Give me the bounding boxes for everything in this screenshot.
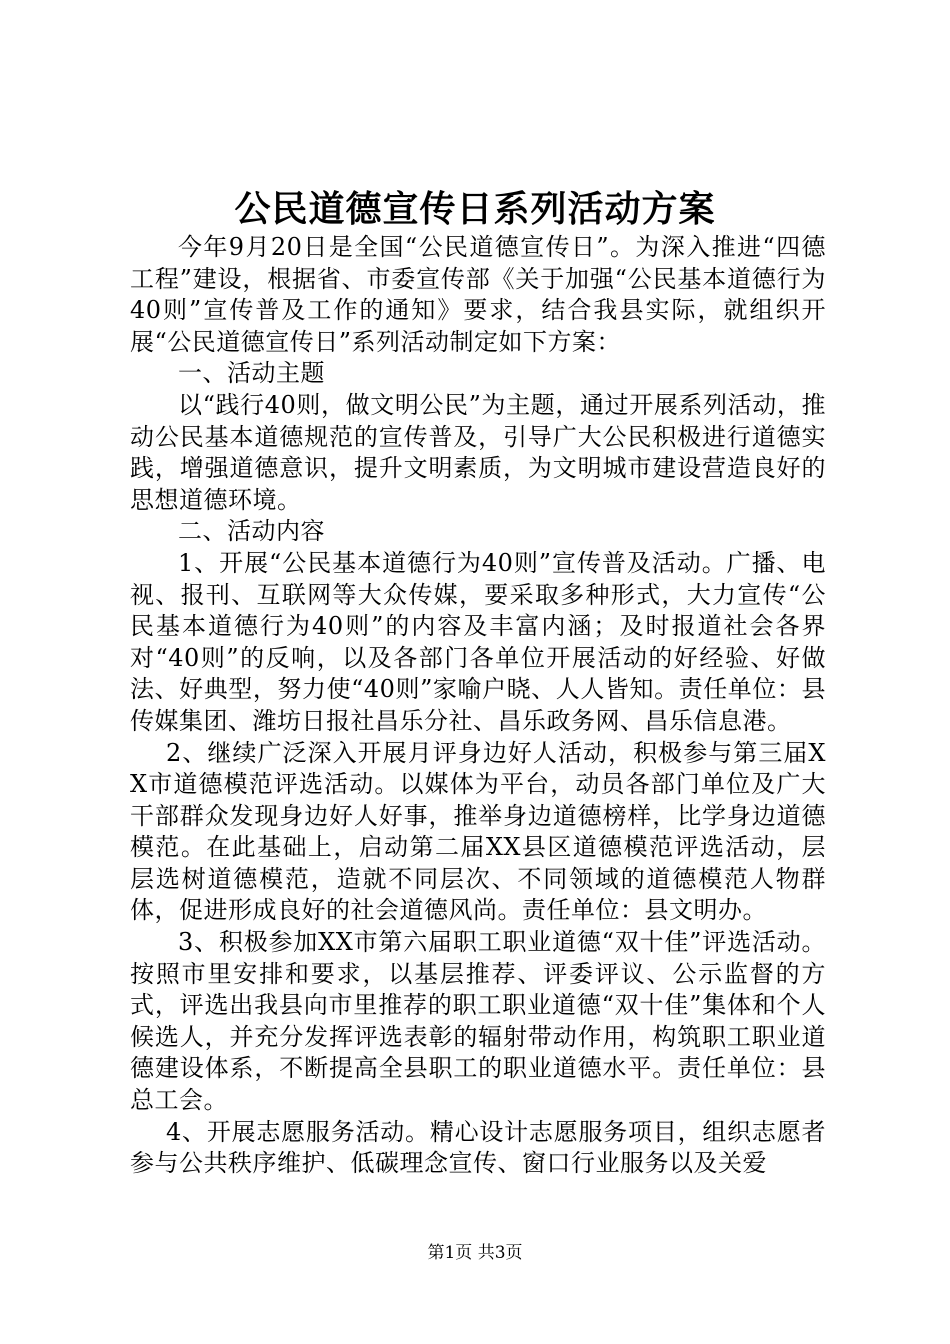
section-heading-content: 二、活动内容 [178, 517, 325, 546]
content-item-3: 3、积极参加XX市第六届职工职业道德“双十佳”评选活动。按照市里安排和要求，以基层推荐、评委评议、公示监督的方式，评选出我县向市里推荐的职工职业道德“双十佳”集体和个人候选人，并充分发挥评选表彰的辐射带动作用，构筑职工职业道德建设体系，不断提高全县职工的职业道德水平。责任单位：县总工会。 [130, 928, 826, 1115]
document-body [130, 232, 826, 1180]
content-item-1: 1、开展“公民基本道德行为40则”宣传普及活动。广播、电视、报刊、互联网等大众传媒，要采取多种形式，大力宣传“公民基本道德行为40则”的内容及丰富内涵；及时报道社会各界对“40则”的反响，以及各部门各单位开展活动的好经验、好做法、好典型，努力使“40则”家喻户晓、人人皆知。责任单位：县传媒集团、潍坊日报社昌乐分社、昌乐政务网、昌乐信息港。 [130, 548, 826, 735]
section-heading-theme: 一、活动主题 [178, 359, 325, 388]
content-item-4: 4、开展志愿服务活动。精心设计志愿服务项目，组织志愿者参与公共秩序维护、低碳理念宣传、窗口行业服务以及关爱 [130, 1117, 826, 1178]
theme-paragraph: 以“践行40则，做文明公民”为主题，通过开展系列活动，推动公民基本道德规范的宣传普及，引导广大公民积极进行道德实践，增强道德意识，提升文明素质，为文明城市建设营造良好的思想道德环境。 [130, 390, 826, 514]
content-item-2: 2、继续广泛深入开展月评身边好人活动，积极参与第三届XX市道德模范评选活动。以媒体为平台，动员各部门单位及广大干部群众发现身边好人好事，推举身边道德榜样，比学身边道德模范。在此基础上，启动第二届XX县区道德模范评选活动，层层选树道德模范，造就不同层次、不同领域的道德模范人物群体，促进形成良好的社会道德风尚。责任单位：县文明办。 [130, 738, 826, 925]
page-footer: 第1页 共3页 [427, 1243, 523, 1263]
intro-paragraph: 今年9月20日是全国“公民道德宣传日”。为深入推进“四德工程”建设，根据省、市委宣传部《关于加强“公民基本道德行为40则”宣传普及工作的通知》要求，结合我县实际，就组织开展“公民道德宣传日”系列活动制定如下方案： [130, 233, 826, 356]
document-title: 公民道德宣传日系列活动方案 [234, 188, 716, 230]
